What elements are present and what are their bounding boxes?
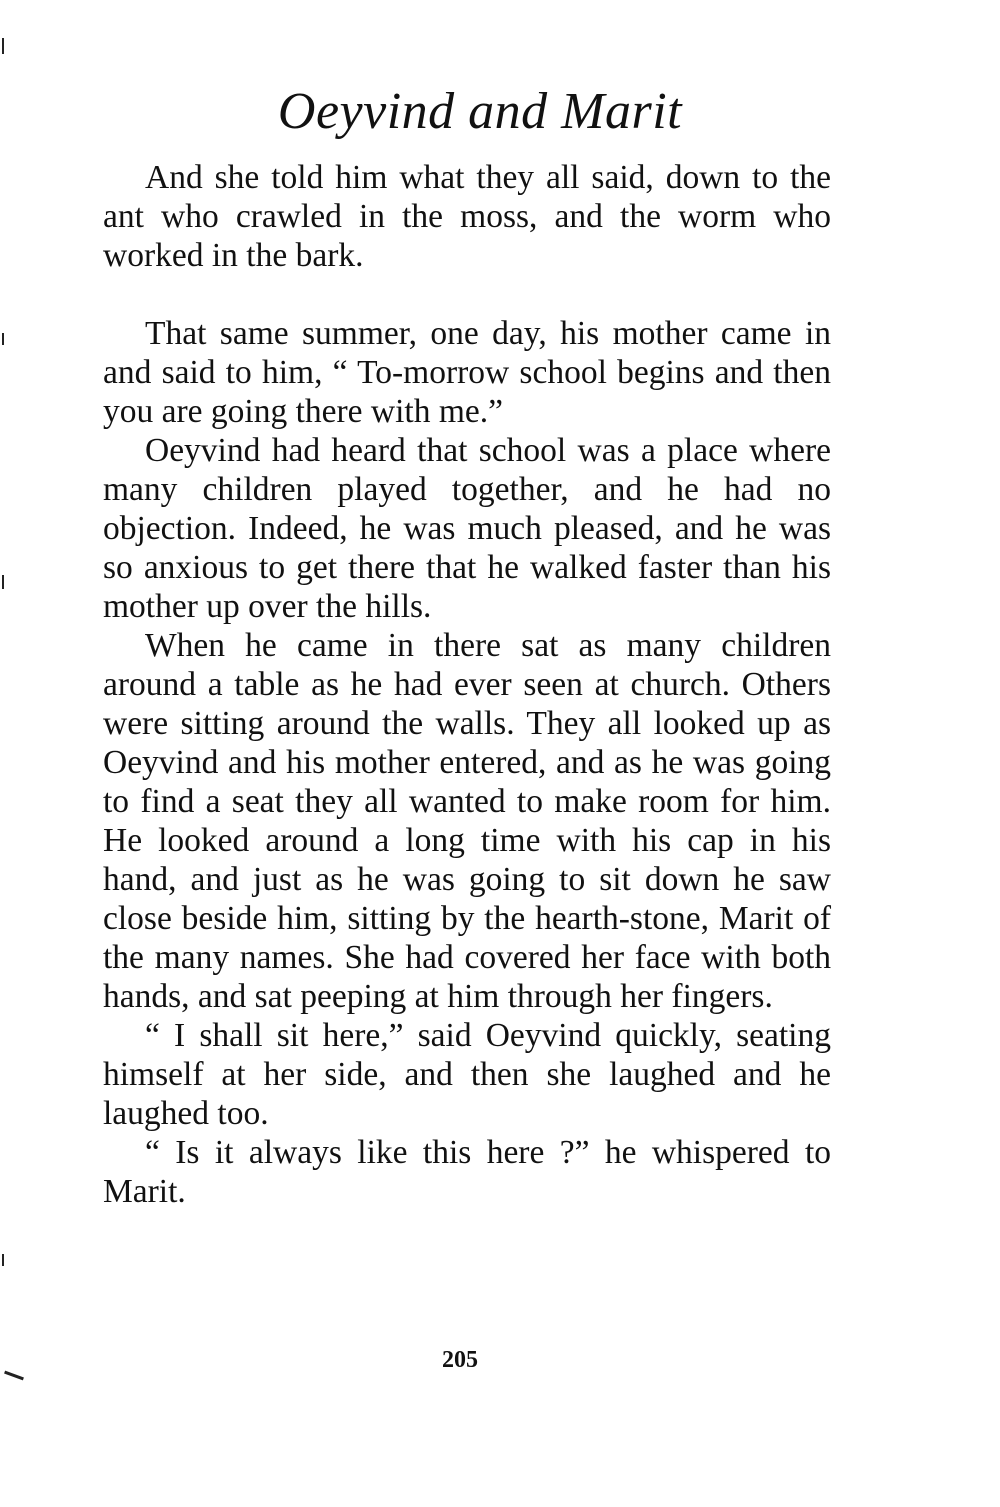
page-number: 205 bbox=[442, 1347, 478, 1373]
paragraph: “ Is it always like this here ?” he whispered to Marit. bbox=[103, 1134, 831, 1210]
paragraph: When he came in there sat as many children around a table as he had ever seen at church. Others were sitting around the walls. They all looked up as Oeyvind and his mother entered, and as he was going to find a seat they all wanted to make room for him. He looked around a long time with his cap in his hand, and just as he was going to sit down he saw close beside him, sitting by the hearth-stone, Marit of the many names. She had covered her face with both hands, and sat peeping at him through her fingers. bbox=[103, 627, 831, 1015]
scan-margin-mark bbox=[2, 38, 4, 54]
paragraph: That same summer, one day, his mother came in and said to him, “ To-morrow school begins and then you are going there with me.” bbox=[103, 315, 831, 430]
paragraph: “ I shall sit here,” said Oeyvind quickly, seating himself at her side, and then she laughed and he laughed too. bbox=[103, 1017, 831, 1132]
scan-margin-mark bbox=[2, 575, 4, 589]
scan-margin-mark bbox=[2, 333, 4, 345]
body-text bbox=[103, 158, 831, 1211]
paragraph: Oeyvind had heard that school was a place where many children played together, and he had no objection. Indeed, he was much pleased, and he was so anxious to get there that he walked faster than his mother up over the hills. bbox=[103, 432, 831, 625]
paragraph: And she told him what they all said, down to the ant who crawled in the moss, and the worm who worked in the bark. bbox=[103, 159, 831, 274]
scan-margin-mark bbox=[2, 1254, 4, 1266]
running-title: Oeyvind and Marit bbox=[277, 83, 683, 140]
